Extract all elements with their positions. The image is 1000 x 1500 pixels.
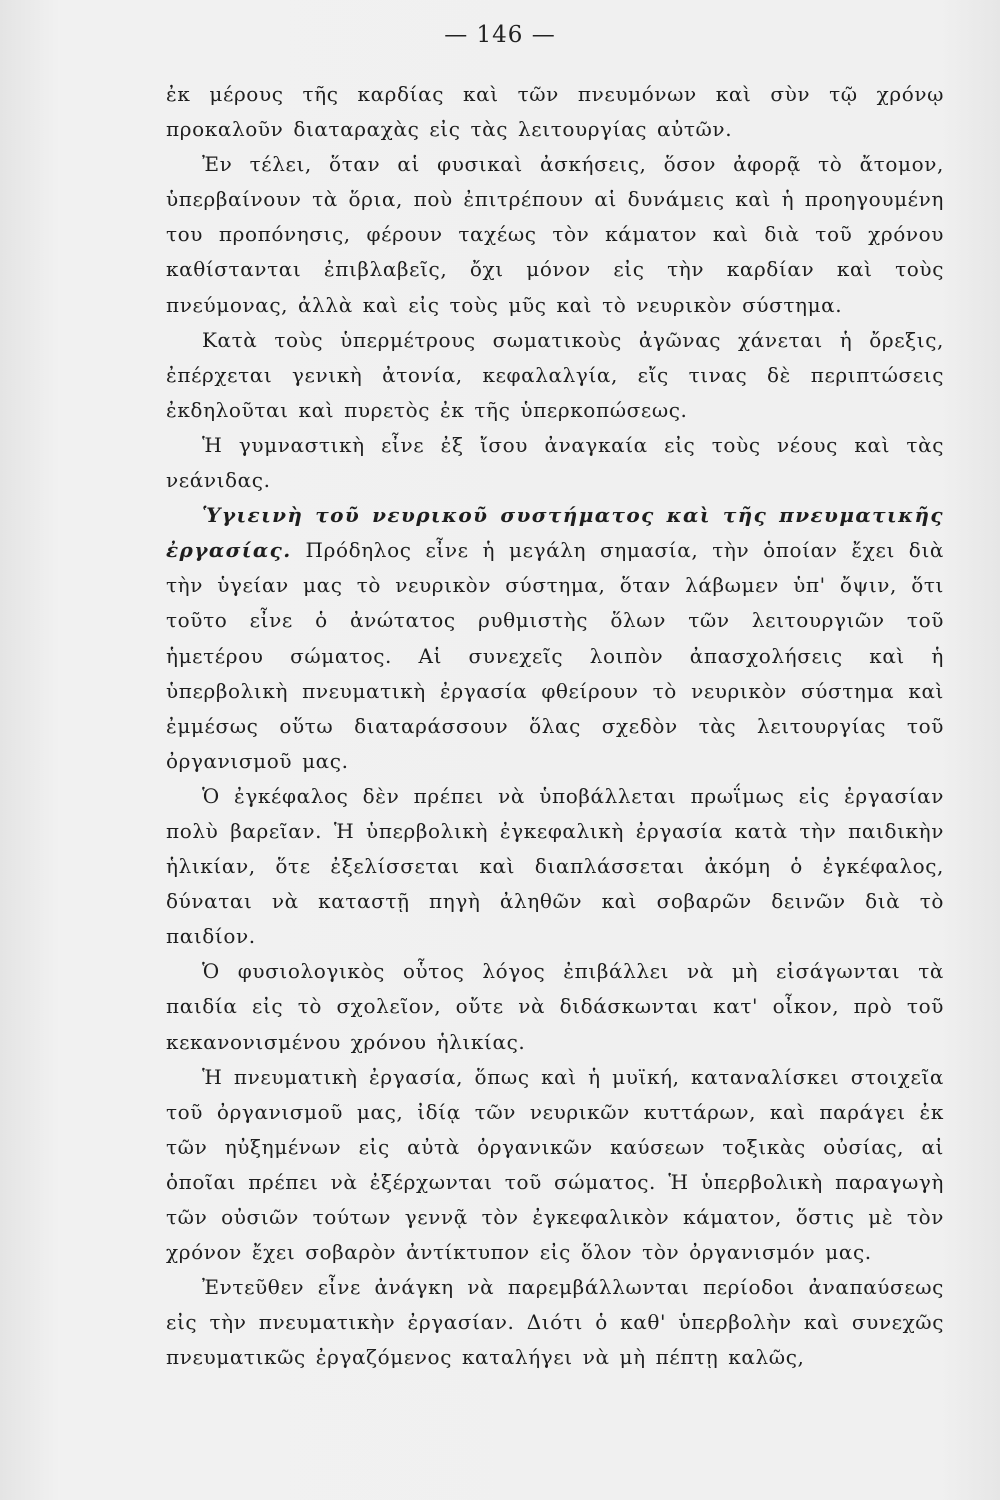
section-body: Πρόδηλος εἶνε ἡ μεγάλη σημασία, τὴν ὁποίαν ἔχει διὰ τὴν ὑγείαν μας τὸ νευρικὸν σύστημα, ὅταν λάβωμεν ὑπ' ὄψιν, ὅτι τοῦτο εἶνε ὁ ἀνώτατος ρυθμιστὴς ὅλων τῶν λειτουργιῶν τοῦ ἡμετέρου σώματος. Αἱ συνεχεῖς λοιπὸν ἀπασχολήσεις καὶ ἡ ὑπερβολικὴ πνευματικὴ ἐργασία φθείρουν τὸ νευρικὸν σύστημα καὶ ἐμμέσως οὕτω διαταράσσουν ὅλας σχεδὸν τὰς λειτουργίας τοῦ ὀργανισμοῦ μας. — [166, 538, 944, 773]
paragraph: Ὁ ἐγκέφαλος δὲν πρέπει νὰ ὑποβάλλεται πρωΐμως εἰς ἐργασίαν πολὺ βαρεῖαν. Ἡ ὑπερβολικὴ ἐγκεφαλικὴ ἐργασία κατὰ τὴν παιδικὴν ἡλικίαν, ὅτε ἐξελίσσεται καὶ διαπλάσσεται ἀκόμη ὁ ἐγκέφαλος, δύναται νὰ καταστῇ πηγὴ ἀληθῶν καὶ σοβαρῶν δεινῶν διὰ τὸ παιδίον. — [166, 783, 944, 949]
section-paragraph — [166, 498, 944, 779]
paragraph: Ἡ πνευματικὴ ἐργασία, ὅπως καὶ ἡ μυϊκή, καταναλίσκει στοιχεῖα τοῦ ὀργανισμοῦ μας, ἰδίᾳ τῶν νευρικῶν κυττάρων, καὶ παράγει ἐκ τῶν ηὐξημένων εἰς αὐτὰ ὀργανικῶν καύσεων τοξικὰς οὐσίας, αἱ ὁποῖαι πρέπει νὰ ἐξέρχωνται τοῦ σώματος. Ἡ ὑπερβολικὴ παραγωγὴ τῶν οὐσιῶν τούτων γεννᾷ τὸν ἐγκεφαλικὸν κάματον, ὅστις μὲ τὸν χρόνον ἔχει σοβαρὸν ἀντίκτυπον εἰς ὅλον τὸν ὀργανισμόν μας. — [166, 1064, 944, 1265]
paragraph: Ἐν τέλει, ὅταν αἱ φυσικαὶ ἀσκήσεις, ὅσον ἀφορᾷ τὸ ἄτομον, ὑπερβαίνουν τὰ ὅρια, ποὺ ἐπιτρέπουν αἱ δυνάμεις καὶ ἡ προηγουμένη του προπόνησις, φέρουν ταχέως τὸν κάματον καὶ διὰ τοῦ χρόνου καθίστανται ἐπιβλαβεῖς, ὄχι μόνον εἰς τὴν καρδίαν καὶ τοὺς πνεύμονας, ἀλλὰ καὶ εἰς τοὺς μῦς καὶ τὸ νευρικὸν σύστημα. — [166, 152, 944, 317]
paragraph: Ἐντεῦθεν εἶνε ἀνάγκη νὰ παρεμβάλλωνται περίοδοι ἀναπαύσεως εἰς τὴν πνευματικὴν ἐργασίαν. Διότι ὁ καθ' ὑπερβολὴν καὶ συνεχῶς πνευματικῶς ἐργαζόμενος καταλήγει νὰ μὴ πέπτῃ καλῶς, — [166, 1275, 944, 1370]
paragraph: Ἡ γυμναστικὴ εἶνε ἐξ ἴσου ἀναγκαία εἰς τοὺς νέους καὶ τὰς νεάνιδας. — [166, 432, 944, 493]
page-number: — 146 — — [444, 22, 556, 48]
paragraph: ἐκ μέρους τῆς καρδίας καὶ τῶν πνευμόνων καὶ σὺν τῷ χρόνῳ προκαλοῦν διαταραχὰς εἰς τὰς λειτουργίας αὐτῶν. — [166, 82, 944, 142]
section-heading: Ὑγιεινὴ τοῦ νευρικοῦ συστήματος καὶ τῆς πνευματικῆς ἐργασίας. — [166, 503, 944, 563]
body-text — [166, 77, 944, 1375]
paragraph: Κατὰ τοὺς ὑπερμέτρους σωματικοὺς ἀγῶνας χάνεται ἡ ὄρεξις, ἐπέρχεται γενικὴ ἀτονία, κεφαλαλγία, εἴς τινας δὲ περιπτώσεις ἐκδηλοῦται καὶ πυρετὸς ἐκ τῆς ὑπερκοπώσεως. — [166, 327, 944, 422]
paragraph: Ὁ φυσιολογικὸς οὗτος λόγος ἐπιβάλλει νὰ μὴ εἰσάγωνται τὰ παιδία εἰς τὸ σχολεῖον, οὔτε νὰ διδάσκωνται κατ' οἶκον, πρὸ τοῦ κεκανονισμένου χρόνου ἡλικίας. — [166, 959, 944, 1054]
